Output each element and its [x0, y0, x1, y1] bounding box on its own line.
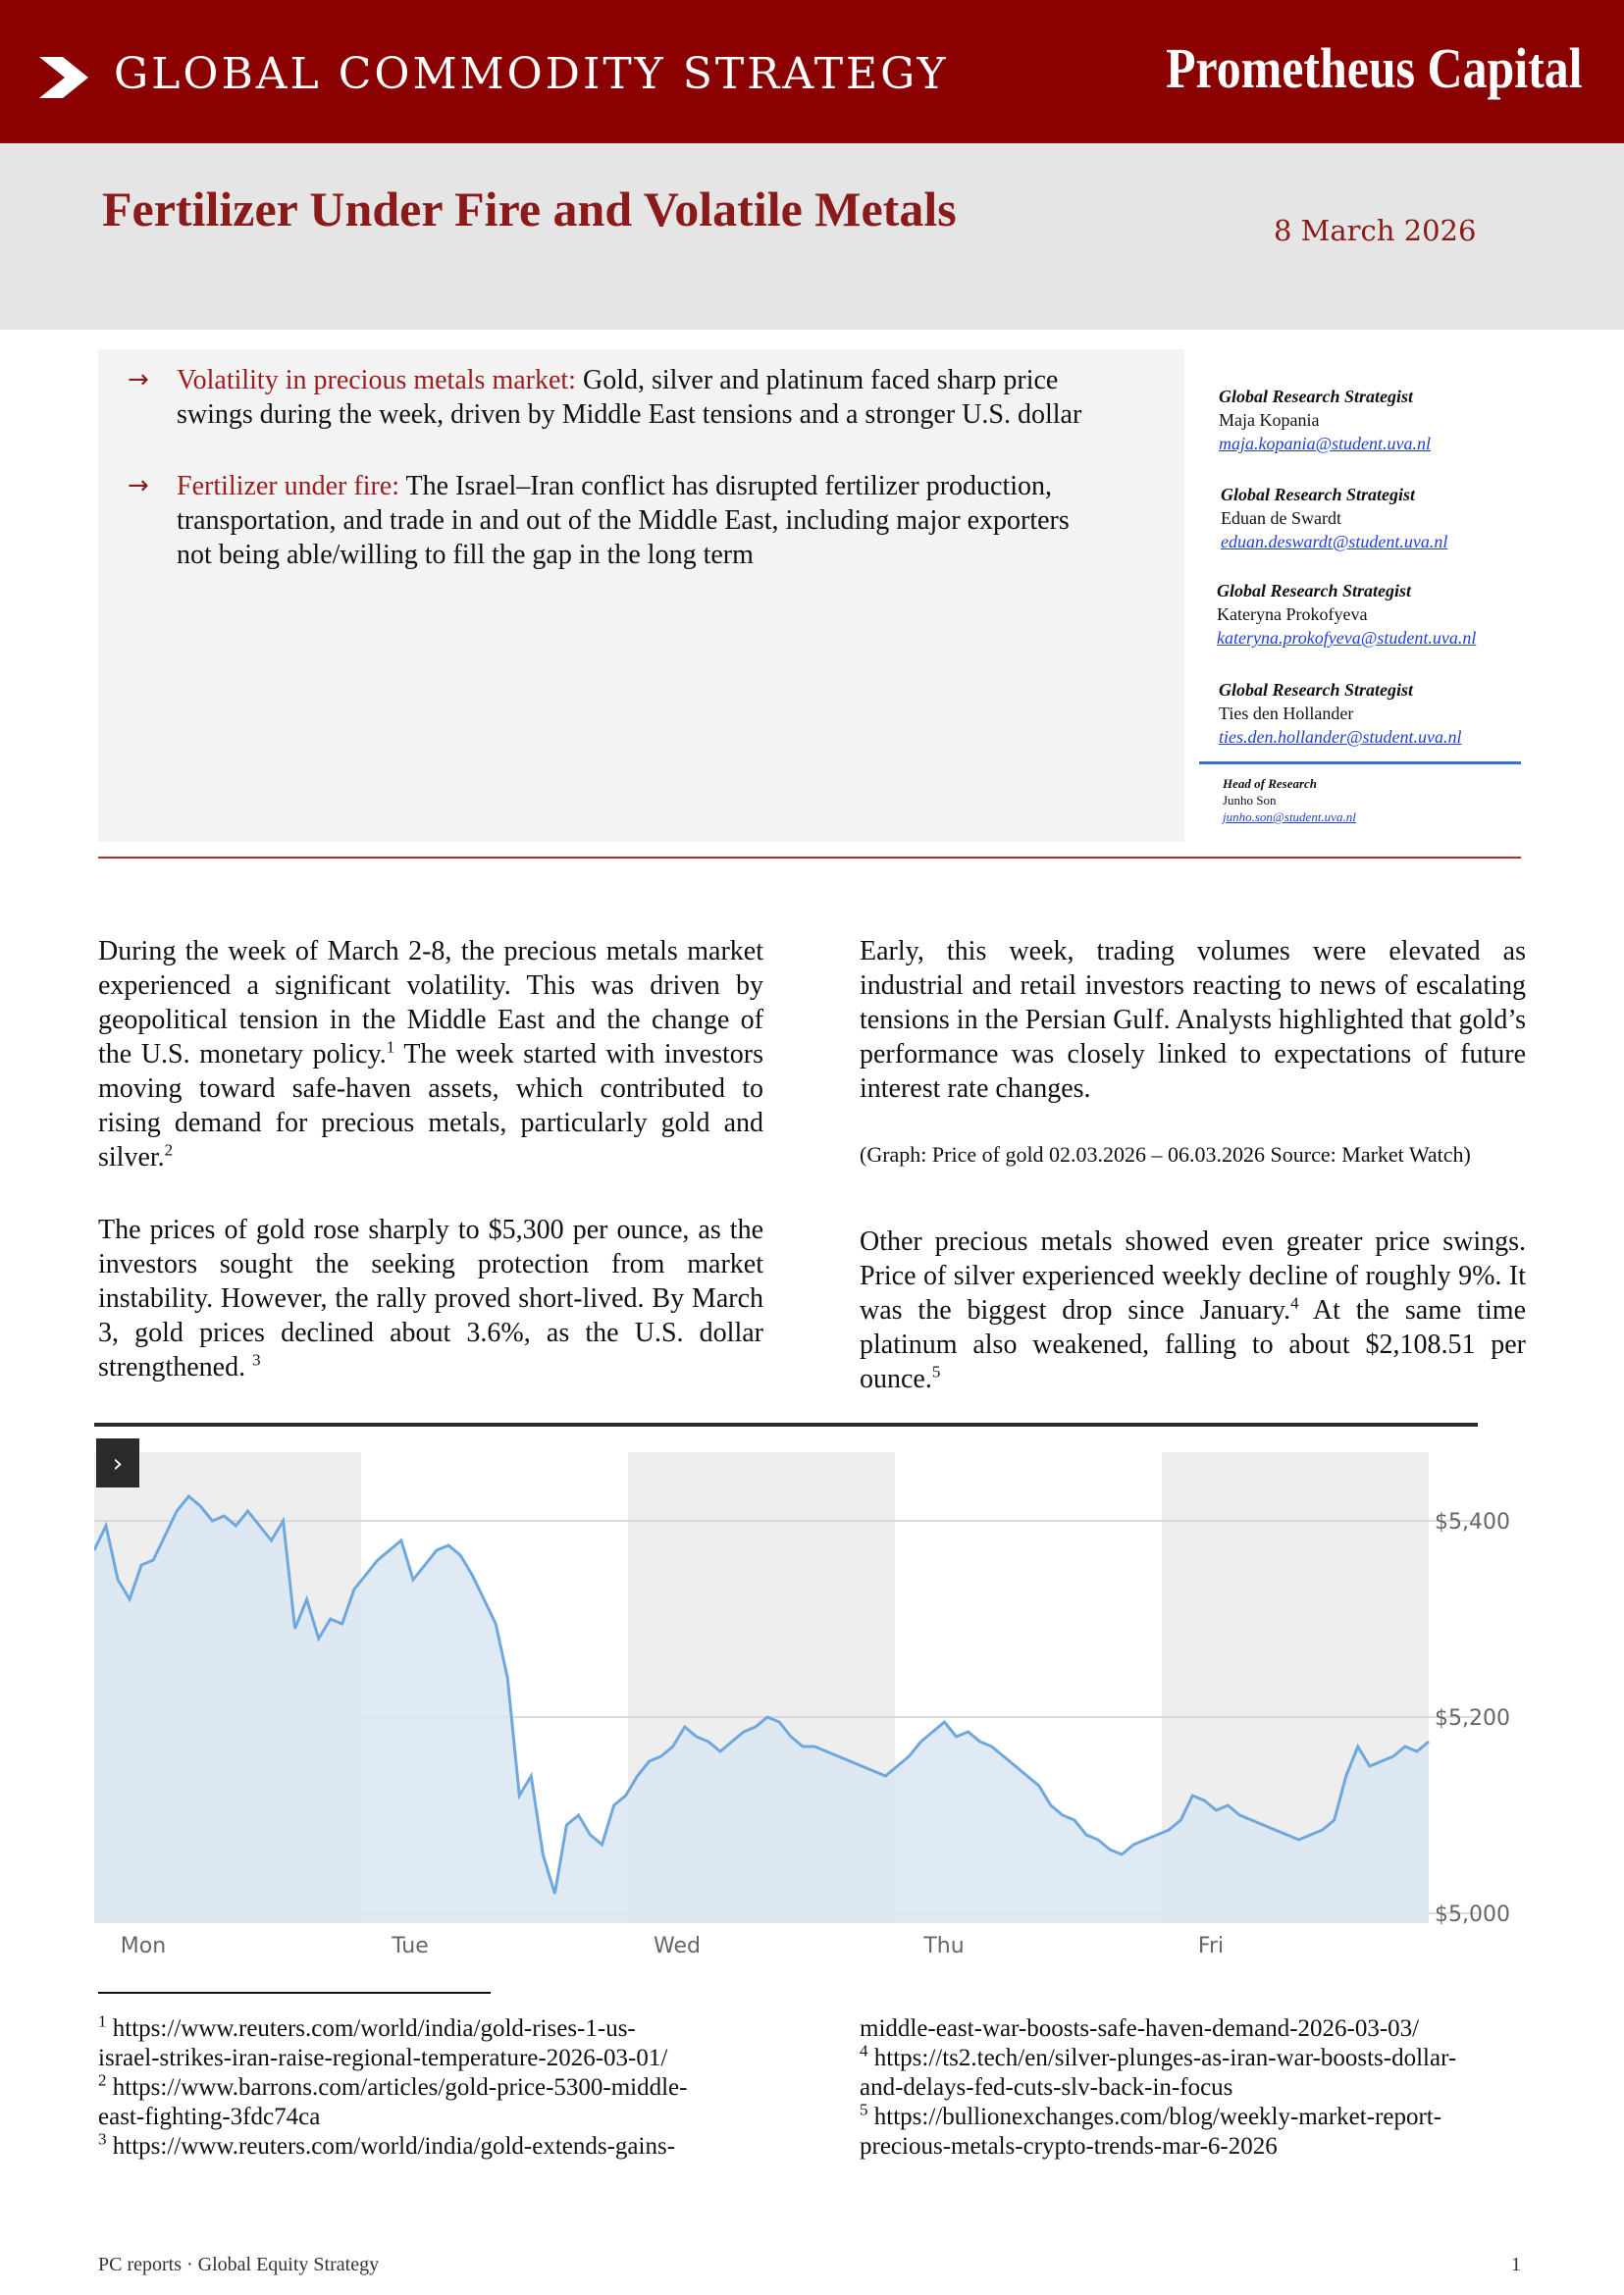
report-date: 8 March 2026 [1274, 214, 1477, 247]
analyst-card [1221, 483, 1447, 553]
analyst-card [1217, 579, 1476, 650]
footnote: $^1$ https://www.reuters.com/world/india/gold-rises-1-us- israel-strikes-iran-raise-regional-temperature-2026-03-01/ [98, 2011, 668, 2071]
paragraph-text: At the same time platinum also weakened, falling to about $2,108.51 per ounce. [860, 1295, 1526, 1394]
chevron-right-icon [39, 57, 88, 98]
section-title: GLOBAL COMMODITY STRATEGY [114, 49, 949, 99]
footnote-link[interactable]: east-fighting-3fdc74ca [98, 2104, 321, 2130]
analyst-name: Maja Kopania [1219, 410, 1320, 430]
page-number: 1 [1511, 2254, 1521, 2275]
bullet-text: not being able/willing to fill the gap in the long term [177, 540, 754, 570]
head-of-research-card [1223, 775, 1356, 825]
analyst-name: Ties den Hollander [1219, 704, 1354, 723]
footnote-link[interactable]: precious-metals-crypto-trends-mar-6-2026 [860, 2133, 1278, 2160]
bullet-text: Gold, silver and platinum faced sharp price [575, 365, 1059, 395]
x-tick-label: Fri [1197, 1934, 1225, 1957]
footnotes-left [98, 2011, 785, 2162]
footnote-link[interactable]: https://bullionexchanges.com/blog/weekly-market-report- [867, 2104, 1442, 2130]
footnote-ref[interactable]: 5 [931, 1362, 941, 1382]
graph-caption: (Graph: Price of gold 02.03.2026 – 06.03.2026 Source: Market Watch) [860, 1142, 1471, 1167]
y-tick-label: $5,200 [1435, 1706, 1510, 1731]
report-title: Fertilizer Under Fire and Volatile Metals [102, 182, 957, 236]
bullet-text: swings during the week, driven by Middle East tensions and a stronger U.S. dollar [177, 399, 1082, 430]
title-band [0, 143, 1624, 330]
analyst-card [1219, 385, 1431, 455]
arrow-right-icon: → [128, 365, 149, 394]
bullet-text: The Israel–Iran conflict has disrupted fertilizer production, [399, 471, 1053, 501]
analyst-email-link[interactable]: kateryna.prokofyeva@student.uva.nl [1217, 628, 1477, 648]
section-divider [98, 857, 1521, 859]
arrow-right-icon: → [128, 471, 149, 500]
chart-top-border [94, 1423, 1478, 1427]
y-tick-label: $5,000 [1435, 1903, 1510, 1927]
paragraph-text: Other precious metals showed even greater price swings. Price of silver experienced weekly decline of roughly 9%. It was the biggest drop since January. [860, 1226, 1526, 1326]
analyst-role: Global Research Strategist [1221, 485, 1416, 504]
y-tick-label: $5,400 [1435, 1510, 1510, 1535]
bullet-text: transportation, and trade in and out of the Middle East, including major exporters [177, 505, 1070, 536]
x-tick-label: Thu [923, 1934, 965, 1957]
body-paragraph [98, 934, 763, 1174]
x-tick-label: Mon [120, 1934, 167, 1957]
footnote-continuation[interactable]: middle-east-war-boosts-safe-haven-demand-2026-03-03/ [860, 2015, 1420, 2042]
footnote: $^2$ https://www.barrons.com/articles/gold-price-5300-middle- east-fighting-3fdc74ca [98, 2070, 688, 2130]
expand-button[interactable] [96, 1438, 139, 1487]
analyst-email-link[interactable]: eduan.deswardt@student.uva.nl [1221, 532, 1448, 551]
footnote-rule [98, 1992, 491, 1994]
head-of-research-role: Head of Research [1223, 776, 1318, 791]
body-paragraph [860, 1225, 1526, 1396]
head-of-research-email-link[interactable]: junho.son@student.uva.nl [1223, 809, 1356, 824]
footnote-ref[interactable]: 1 [386, 1037, 395, 1057]
bullet-heading: Volatility in precious metals market: [177, 365, 576, 395]
brand-logo: Prometheus Capital [1166, 36, 1583, 100]
bullet-heading: Fertilizer under fire: [177, 471, 400, 501]
footnote-link[interactable]: israel-strikes-iran-raise-regional-temperature-2026-03-01/ [98, 2045, 668, 2071]
analyst-email-link[interactable]: ties.den.hollander@student.uva.nl [1219, 727, 1462, 747]
footnote-link[interactable]: https://www.reuters.com/world/india/gold-rises-1-us- [106, 2015, 636, 2042]
head-of-research-name: Junho Son [1223, 793, 1277, 808]
footnotes-right [860, 2014, 1537, 2162]
footnote-link[interactable]: https://ts2.tech/en/silver-plunges-as-iran-war-boosts-dollar- [867, 2045, 1457, 2071]
body-paragraph: Early, this week, trading volumes were elevated as industrial and retail investors reacting to news of escalating tensions in the Persian Gulf. Analysts highlighted that gold’s performance was closely linked to expectations of future interest rate changes. [860, 936, 1526, 1104]
paragraph-text: The prices of gold rose sharply to $5,300 per ounce, as the investors sought the seeking protection from market instability. However, the rally proved short-lived. By March 3, gold prices declined about 3.6%, as the U.S. dollar strengthened. [98, 1215, 763, 1382]
footnote: $^3$ https://www.reuters.com/world/india/gold-extends-gains- [98, 2129, 676, 2160]
footnote-ref[interactable]: 4 [1290, 1293, 1299, 1313]
analyst-name: Eduan de Swardt [1221, 508, 1341, 528]
analyst-role: Global Research Strategist [1217, 581, 1412, 600]
footnote-ref[interactable]: 3 [252, 1350, 261, 1370]
chevron-right-icon: › [112, 1449, 124, 1479]
header-band [0, 0, 1624, 143]
footnote: $^4$ https://ts2.tech/en/silver-plunges-as-iran-war-boosts-dollar- and-delays-fed-cuts-slv-back-in-focus [860, 2041, 1457, 2101]
summary-box [98, 349, 1184, 842]
paragraph-text: The week started with investors moving toward safe-haven assets, which contributed to rising demand for precious metals, particularly gold and silver. [98, 1039, 764, 1173]
x-tick-label: Tue [392, 1934, 429, 1957]
footer-text: PC reports · Global Equity Strategy [98, 2254, 380, 2275]
analyst-role: Global Research Strategist [1219, 680, 1414, 700]
footnote-link[interactable]: https://www.reuters.com/world/india/gold-extends-gains- [106, 2133, 676, 2160]
footnote-link[interactable]: and-delays-fed-cuts-slv-back-in-focus [860, 2074, 1233, 2101]
analyst-role: Global Research Strategist [1219, 387, 1414, 406]
footnote-link[interactable]: https://www.barrons.com/articles/gold-price-5300-middle- [106, 2074, 688, 2101]
body-paragraph [98, 1213, 763, 1384]
analyst-name: Kateryna Prokofyeva [1217, 604, 1368, 624]
x-tick-label: Wed [654, 1934, 701, 1957]
analyst-card [1219, 678, 1462, 749]
analyst-divider [1199, 761, 1521, 764]
paragraph-text: During the week of March 2-8, the precious metals market experienced a significant volatility. This was driven by geopolitical tension in the Middle East and the change of the U.S. monetary policy. [98, 936, 763, 1069]
footnote-ref[interactable]: 2 [164, 1140, 174, 1160]
gold-price-chart [94, 1423, 1529, 1957]
analyst-email-link[interactable]: maja.kopania@student.uva.nl [1219, 434, 1432, 453]
footnote: $^5$ https://bullionexchanges.com/blog/weekly-market-report- precious-metals-crypto-trends-mar-6-2026 [860, 2100, 1442, 2160]
